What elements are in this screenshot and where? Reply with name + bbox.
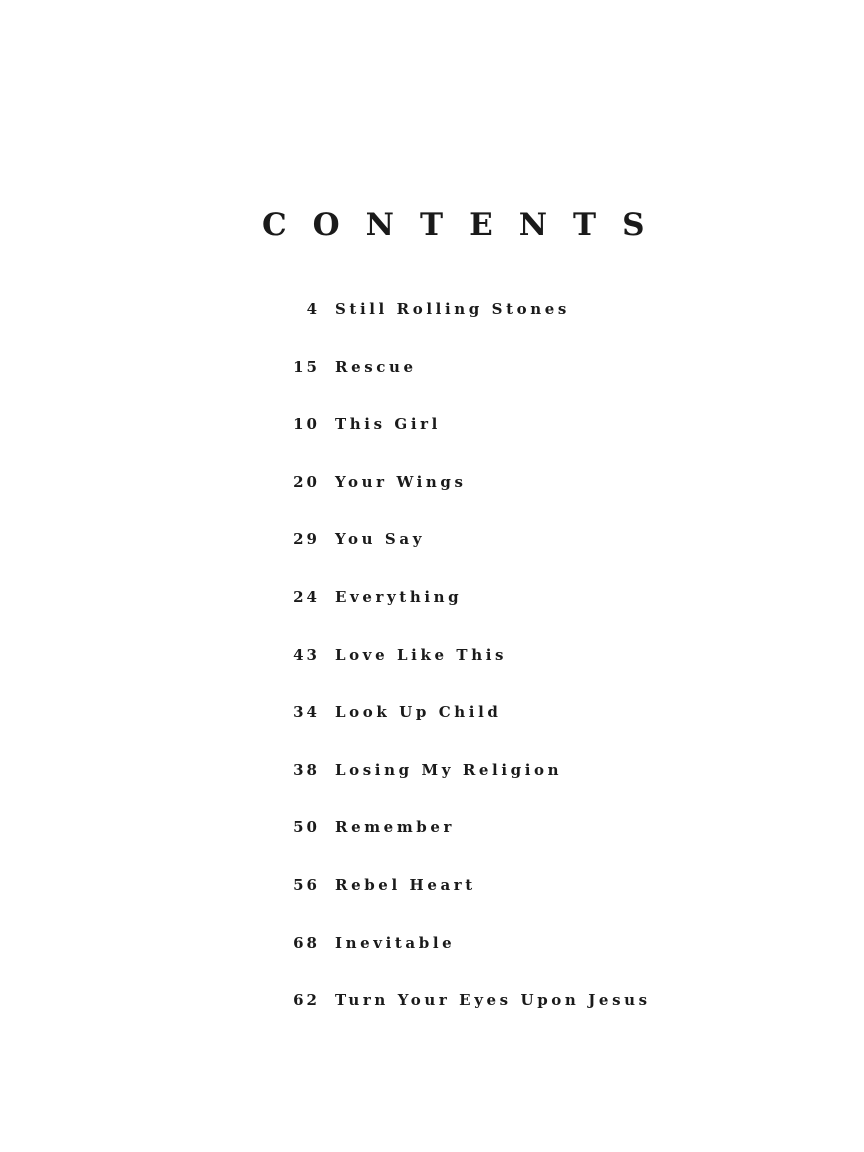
toc-song-title: You Say [335, 530, 426, 549]
toc-page-number: 50 [293, 818, 320, 837]
toc-entry [0, 930, 864, 988]
toc-page-number: 20 [293, 472, 320, 491]
toc-page-number: 43 [293, 645, 320, 664]
toc-entry [0, 469, 864, 527]
toc-entry [0, 872, 864, 930]
toc-song-title: This Girl [335, 415, 441, 434]
toc-page-number: 34 [293, 703, 320, 722]
toc-song-title: Rescue [335, 357, 417, 376]
toc-entry [0, 354, 864, 412]
toc-song-title: Love Like This [335, 645, 508, 664]
toc-page-number: 15 [293, 357, 320, 376]
toc-entry [0, 642, 864, 700]
toc-song-title: Rebel Heart [335, 875, 476, 894]
toc-entry [0, 526, 864, 584]
toc-song-title: Everything [335, 587, 463, 606]
toc-entry [0, 814, 864, 872]
toc-page-number: 24 [293, 587, 320, 606]
toc-song-title: Still Rolling Stones [335, 300, 570, 318]
toc-entry [0, 411, 864, 469]
toc-page-number: 56 [293, 875, 320, 894]
toc-entry [0, 987, 864, 1045]
toc-song-title: Look Up Child [335, 703, 502, 722]
toc-entry [0, 584, 864, 642]
toc-song-title: Inevitable [335, 933, 456, 952]
toc-song-title: Remember [335, 818, 456, 837]
toc-page-number: 4 [306, 300, 320, 318]
contents-heading: CONTENTS [262, 207, 671, 243]
toc-song-title: Your Wings [335, 472, 467, 491]
toc-entry [0, 296, 864, 354]
toc-page-number: 10 [293, 415, 320, 434]
toc-page-number: 29 [293, 530, 320, 549]
toc-entry [0, 699, 864, 757]
toc-song-title: Turn Your Eyes Upon Jesus [335, 991, 651, 1010]
toc-page-number: 62 [293, 991, 320, 1010]
toc-page-number: 68 [293, 933, 320, 952]
table-of-contents [0, 296, 864, 1045]
toc-page-number: 38 [293, 760, 320, 779]
toc-song-title: Losing My Religion [335, 760, 563, 779]
toc-entry [0, 757, 864, 815]
